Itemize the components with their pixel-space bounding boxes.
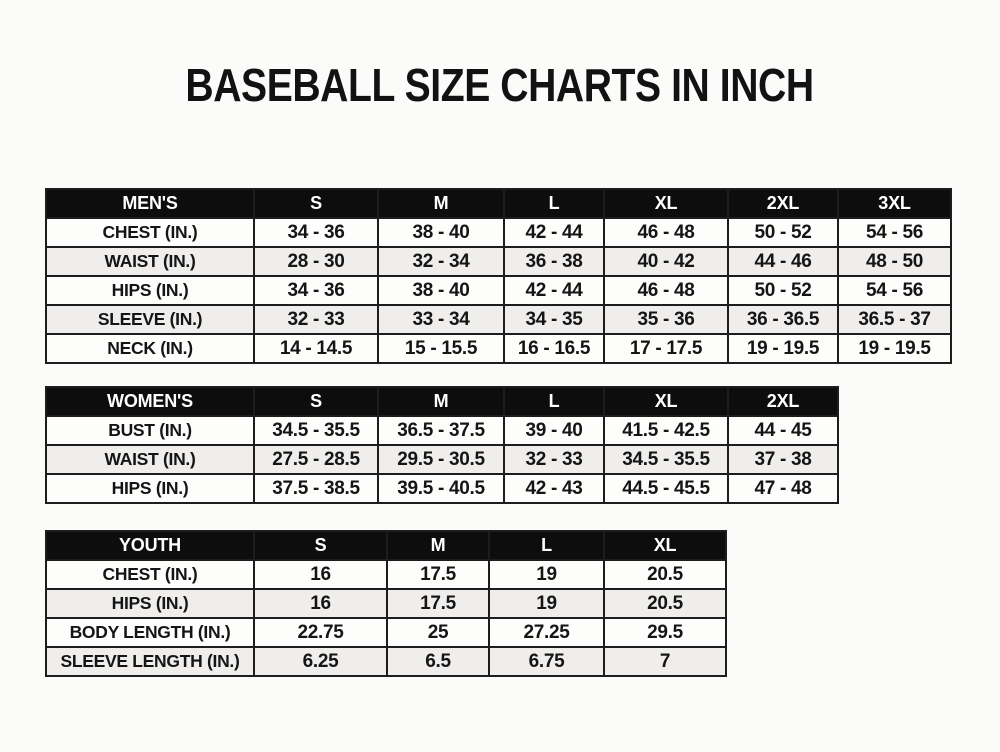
size-cell: 28 - 30 xyxy=(254,247,378,276)
size-cell: 27.5 - 28.5 xyxy=(254,445,378,474)
column-header: M xyxy=(378,387,504,416)
size-cell: 6.5 xyxy=(387,647,489,676)
header-row xyxy=(46,189,951,218)
size-cell: 54 - 56 xyxy=(838,218,951,247)
table-row xyxy=(46,618,726,647)
size-cell: 34 - 36 xyxy=(254,276,378,305)
row-label: HIPS (IN.) xyxy=(46,276,254,305)
size-cell: 16 xyxy=(254,560,387,589)
table-row xyxy=(46,218,951,247)
row-label: CHEST (IN.) xyxy=(46,560,254,589)
size-cell: 39 - 40 xyxy=(504,416,604,445)
table-title-cell: MEN'S xyxy=(46,189,254,218)
row-label: WAIST (IN.) xyxy=(46,445,254,474)
column-header: M xyxy=(378,189,504,218)
column-header: 2XL xyxy=(728,387,838,416)
size-cell: 34.5 - 35.5 xyxy=(254,416,378,445)
size-cell: 34.5 - 35.5 xyxy=(604,445,728,474)
size-cell: 32 - 33 xyxy=(254,305,378,334)
size-cell: 33 - 34 xyxy=(378,305,504,334)
column-header: S xyxy=(254,387,378,416)
size-cell: 44.5 - 45.5 xyxy=(604,474,728,503)
header-row xyxy=(46,531,726,560)
column-header: S xyxy=(254,531,387,560)
size-cell: 48 - 50 xyxy=(838,247,951,276)
size-cell: 27.25 xyxy=(489,618,604,647)
column-header: L xyxy=(504,387,604,416)
header-row xyxy=(46,387,838,416)
size-cell: 44 - 45 xyxy=(728,416,838,445)
size-cell: 50 - 52 xyxy=(728,276,838,305)
size-cell: 29.5 xyxy=(604,618,726,647)
table-row xyxy=(46,247,951,276)
row-label: SLEEVE LENGTH (IN.) xyxy=(46,647,254,676)
row-label: NECK (IN.) xyxy=(46,334,254,363)
row-label: CHEST (IN.) xyxy=(46,218,254,247)
size-cell: 37 - 38 xyxy=(728,445,838,474)
size-cell: 32 - 33 xyxy=(504,445,604,474)
row-label: SLEEVE (IN.) xyxy=(46,305,254,334)
table-row xyxy=(46,416,838,445)
mens-size-table xyxy=(45,188,952,364)
youth-size-table xyxy=(45,530,727,677)
column-header: XL xyxy=(604,531,726,560)
size-cell: 50 - 52 xyxy=(728,218,838,247)
size-cell: 38 - 40 xyxy=(378,218,504,247)
size-cell: 19 - 19.5 xyxy=(728,334,838,363)
column-header: 3XL xyxy=(838,189,951,218)
table-row xyxy=(46,334,951,363)
page-title-text: BASEBALL SIZE CHARTS IN INCH xyxy=(185,59,815,111)
size-cell: 17.5 xyxy=(387,560,489,589)
size-cell: 34 - 35 xyxy=(504,305,604,334)
table-title-cell: WOMEN'S xyxy=(46,387,254,416)
size-cell: 6.75 xyxy=(489,647,604,676)
size-cell: 42 - 44 xyxy=(504,276,604,305)
table-row xyxy=(46,305,951,334)
size-cell: 32 - 34 xyxy=(378,247,504,276)
row-label: BUST (IN.) xyxy=(46,416,254,445)
size-cell: 17 - 17.5 xyxy=(604,334,728,363)
size-cell: 20.5 xyxy=(604,589,726,618)
size-cell: 14 - 14.5 xyxy=(254,334,378,363)
size-cell: 47 - 48 xyxy=(728,474,838,503)
size-cell: 36.5 - 37.5 xyxy=(378,416,504,445)
page-title xyxy=(0,59,1000,111)
size-cell: 25 xyxy=(387,618,489,647)
size-cell: 17.5 xyxy=(387,589,489,618)
size-cell: 38 - 40 xyxy=(378,276,504,305)
row-label: HIPS (IN.) xyxy=(46,589,254,618)
size-cell: 19 - 19.5 xyxy=(838,334,951,363)
table-row xyxy=(46,474,838,503)
size-cell: 19 xyxy=(489,589,604,618)
size-cell: 36 - 38 xyxy=(504,247,604,276)
size-cell: 42 - 44 xyxy=(504,218,604,247)
size-cell: 42 - 43 xyxy=(504,474,604,503)
column-header: L xyxy=(489,531,604,560)
column-header: XL xyxy=(604,189,728,218)
table-row xyxy=(46,647,726,676)
size-cell: 29.5 - 30.5 xyxy=(378,445,504,474)
column-header: M xyxy=(387,531,489,560)
size-cell: 34 - 36 xyxy=(254,218,378,247)
size-cell: 22.75 xyxy=(254,618,387,647)
size-cell: 19 xyxy=(489,560,604,589)
row-label: WAIST (IN.) xyxy=(46,247,254,276)
size-cell: 7 xyxy=(604,647,726,676)
size-cell: 16 - 16.5 xyxy=(504,334,604,363)
table-row xyxy=(46,560,726,589)
table-row xyxy=(46,445,838,474)
womens-size-table xyxy=(45,386,839,504)
table-row xyxy=(46,589,726,618)
size-cell: 20.5 xyxy=(604,560,726,589)
size-cell: 54 - 56 xyxy=(838,276,951,305)
size-cell: 37.5 - 38.5 xyxy=(254,474,378,503)
column-header: L xyxy=(504,189,604,218)
size-cell: 16 xyxy=(254,589,387,618)
table-row xyxy=(46,276,951,305)
size-cell: 46 - 48 xyxy=(604,276,728,305)
size-cell: 6.25 xyxy=(254,647,387,676)
column-header: XL xyxy=(604,387,728,416)
size-cell: 36 - 36.5 xyxy=(728,305,838,334)
column-header: 2XL xyxy=(728,189,838,218)
size-cell: 44 - 46 xyxy=(728,247,838,276)
size-cell: 40 - 42 xyxy=(604,247,728,276)
size-cell: 36.5 - 37 xyxy=(838,305,951,334)
size-chart-page xyxy=(0,59,1000,752)
size-cell: 15 - 15.5 xyxy=(378,334,504,363)
table-title-cell: YOUTH xyxy=(46,531,254,560)
size-cell: 35 - 36 xyxy=(604,305,728,334)
row-label: HIPS (IN.) xyxy=(46,474,254,503)
size-cell: 46 - 48 xyxy=(604,218,728,247)
column-header: S xyxy=(254,189,378,218)
row-label: BODY LENGTH (IN.) xyxy=(46,618,254,647)
size-cell: 41.5 - 42.5 xyxy=(604,416,728,445)
size-cell: 39.5 - 40.5 xyxy=(378,474,504,503)
